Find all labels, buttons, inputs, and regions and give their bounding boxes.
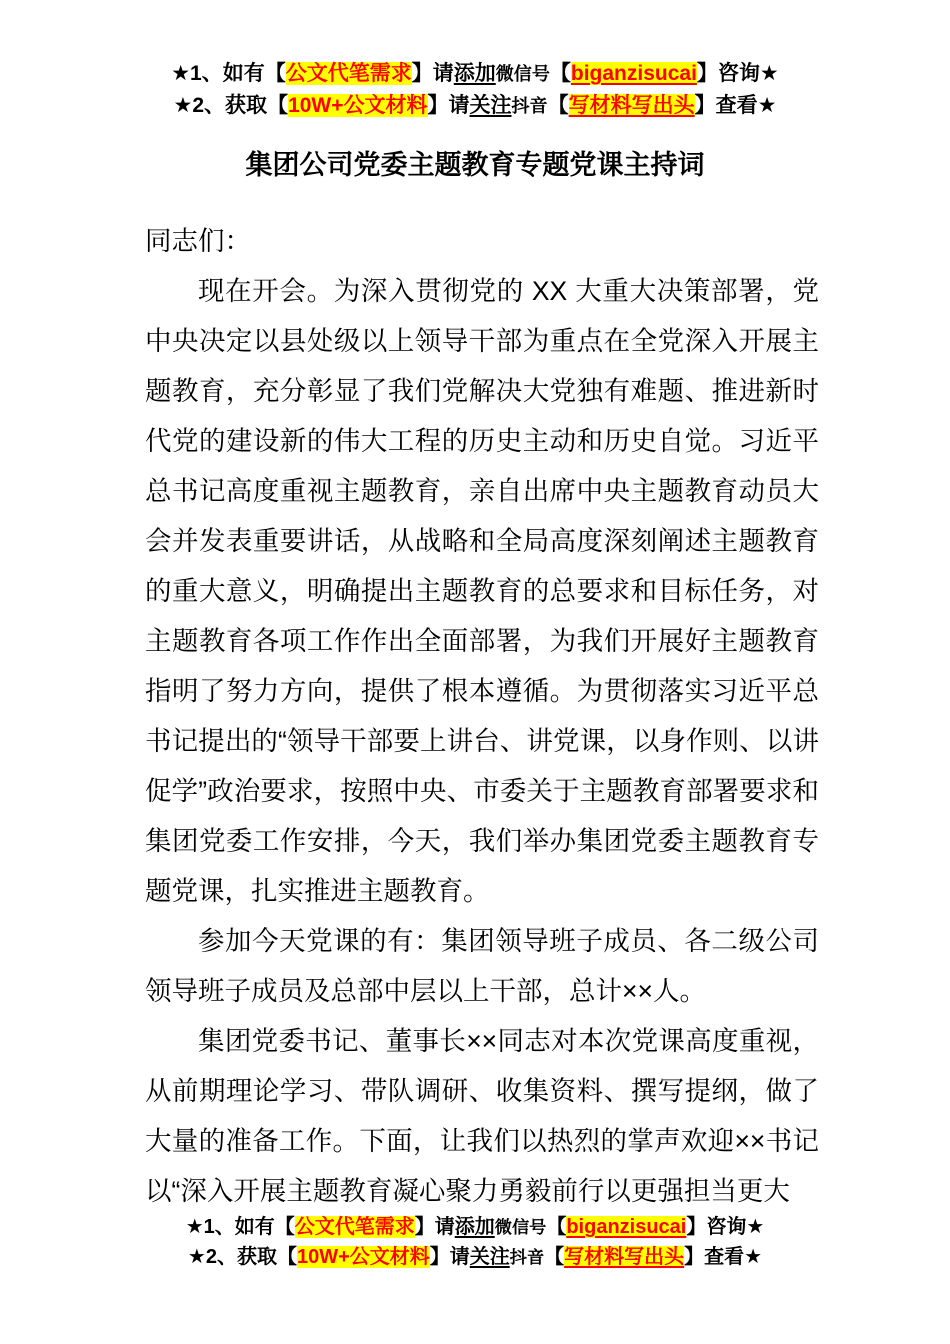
document-title: 集团公司党委主题教育专题党课主持词: [245, 150, 705, 180]
promo-text-small: 抖音: [511, 96, 548, 116]
promo-footer-line-1: [139, 1212, 811, 1242]
promo-text: 】请: [427, 94, 470, 117]
promo-text: 】咨询★: [696, 62, 779, 85]
promo-highlight-underline-text: biganzisucai: [566, 1216, 687, 1238]
promo-text: 】查看★: [684, 1246, 763, 1268]
promo-highlight-text: 10W+公文材料: [296, 1246, 430, 1268]
promo-text-small: 抖音: [509, 1247, 545, 1267]
promo-text: 】咨询★: [686, 1216, 765, 1238]
promo-highlight-underline-text: 写材料写出头: [564, 1246, 685, 1268]
promo-text: ★2、获取【: [187, 1246, 297, 1268]
promo-text: 【: [547, 94, 569, 117]
promo-footer-line-2: [139, 1242, 811, 1272]
promo-text-small: 微信号: [494, 1217, 547, 1237]
promo-text-small: 微信号: [495, 64, 550, 84]
promo-underline-text: 关注: [469, 94, 512, 117]
promo-text: 【: [546, 1216, 567, 1238]
promo-text: 【: [549, 62, 571, 85]
promo-underline-text: 添加: [454, 1216, 495, 1238]
promo-header-line-2: [139, 90, 811, 122]
promo-text: ★1、如有【: [171, 62, 286, 85]
promo-text: 】查看★: [694, 94, 777, 117]
promo-text: ★1、如有【: [185, 1216, 295, 1238]
promo-text: ★2、获取【: [173, 94, 289, 117]
promo-underline-text: 添加: [453, 62, 496, 85]
promo-footer: [139, 1212, 811, 1272]
promo-text: 】请: [429, 1246, 470, 1268]
promo-highlight-underline-text: biganzisucai: [570, 62, 697, 85]
promo-text: 】请: [414, 1216, 455, 1238]
document-body: [145, 216, 819, 1218]
salutation: 同志们：: [145, 226, 251, 256]
promo-underline-text: 关注: [469, 1246, 510, 1268]
promo-highlight-text: 公文代笔需求: [294, 1216, 415, 1238]
paragraph-1: 现在开会。为深入贯彻党的 XX 大重大决策部署，党中央决定以县处级以上领导干部为重点在全党深入开展主题教育，充分彰显了我们党解决大党独有难题、推进新时代党的建设新的伟大工程的历史主动和历史自觉。习近平总书记高度重视主题教育，亲自出席中央主题教育动员大会并发表重要讲话，从战略和全局高度深刻阐述主题教育的重大意义，明确提出主题教育的总要求和目标任务，对主题教育各项工作作出全面部署，为我们开展好主题教育指明了努力方向，提供了根本遵循。为贯彻落实习近平总书记提出的“领导干部要上讲台、讲党课，以身作则、以讲促学”政治要求，按照中央、市委关于主题教育部署要求和集团党委工作安排，今天，我们举办集团党委主题教育专题党课，扎实推进主题教育。: [145, 276, 819, 906]
promo-highlight-text: 公文代笔需求: [285, 62, 412, 85]
promo-highlight-text: 10W+公文材料: [288, 94, 428, 117]
promo-header-line-1: [139, 58, 811, 90]
paragraph-2: 参加今天党课的有：集团领导班子成员、各二级公司领导班子成员及总部中层以上干部，总计××人。: [145, 926, 819, 1006]
promo-header: [139, 58, 811, 122]
promo-highlight-underline-text: 写材料写出头: [568, 94, 695, 117]
promo-text: 】请: [411, 62, 454, 85]
paragraph-3: 集团党委书记、董事长××同志对本次党课高度重视，从前期理论学习、带队调研、收集资料、撰写提纲，做了大量的准备工作。下面，让我们以热烈的掌声欢迎××书记以“深入开展主题教育凝心聚力勇毅前行以更强担当更大: [145, 1026, 819, 1206]
promo-text: 【: [544, 1246, 565, 1268]
